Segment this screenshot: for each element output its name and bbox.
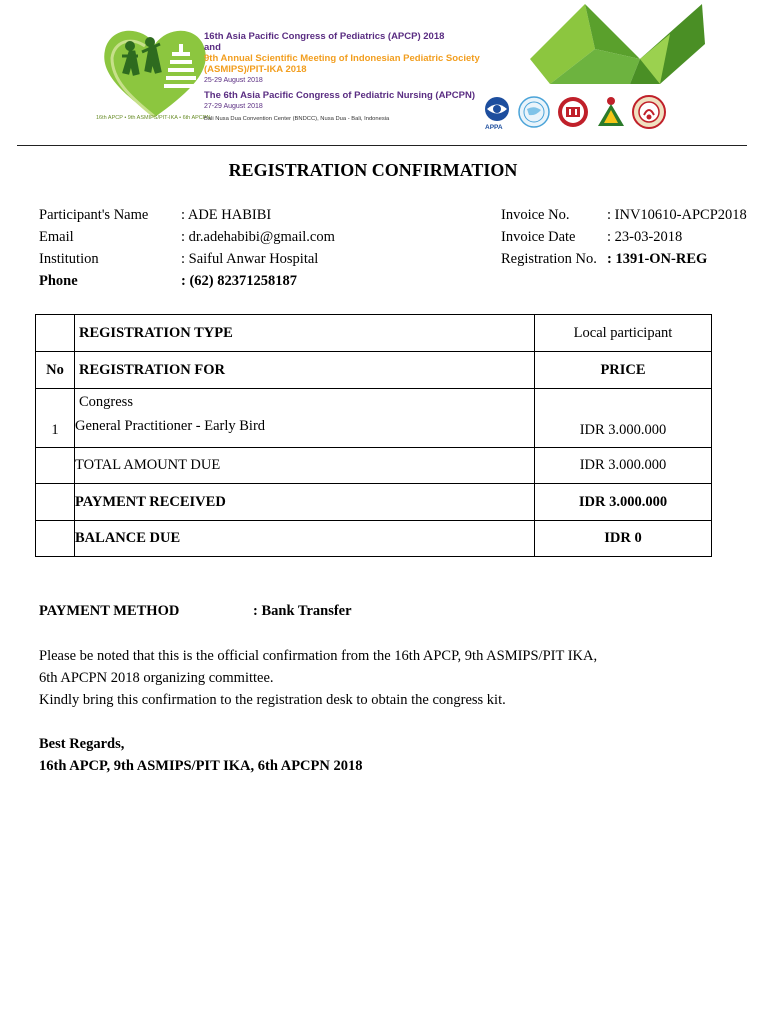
- congress-date-1: 25-29 August 2018: [204, 77, 263, 84]
- col-price-header: PRICE: [535, 352, 712, 389]
- email-row: [39, 226, 479, 248]
- payment-received-value: IDR 3.000.000: [535, 484, 712, 521]
- closing-signature: 16th APCP, 9th ASMIPS/PIT IKA, 6th APCPN 2018: [39, 758, 363, 774]
- item-description-cell: [75, 389, 535, 448]
- congress-title-apcp: 16th Asia Pacific Congress of Pediatrics (APCP) 2018: [204, 31, 445, 42]
- phone-label: Phone: [39, 273, 78, 289]
- decorative-green-shape: [530, 4, 710, 84]
- empty-cell: [36, 448, 75, 484]
- congress-and: and: [204, 42, 221, 53]
- payment-method-label: PAYMENT METHOD: [39, 603, 180, 619]
- invoice-no-row: [501, 204, 763, 226]
- payment-received-row: [36, 484, 712, 521]
- page-title: REGISTRATION CONFIRMATION: [228, 160, 518, 180]
- header-banner: [0, 0, 768, 145]
- empty-cell: [36, 484, 75, 521]
- nursing-emblem-icon: [596, 96, 626, 128]
- empty-cell: [36, 521, 75, 557]
- item-no: 1: [36, 389, 75, 448]
- registration-no-row: [501, 248, 763, 270]
- invoice-date-row: [501, 226, 763, 248]
- payment-method: [39, 600, 439, 622]
- note-line-3: Kindly bring this confirmation to the registration desk to obtain the congress kit.: [39, 692, 506, 708]
- society-emblem-icon: [632, 95, 666, 129]
- registration-type-label: REGISTRATION TYPE: [75, 315, 535, 352]
- invoice-info: [501, 204, 763, 270]
- total-value: IDR 3.000.000: [535, 448, 712, 484]
- invoice-date-value: : 23-03-2018: [607, 229, 683, 245]
- logo-caption: 16th APCP • 9th ASMIPS/PIT-IKA • 6th APCPN: [96, 115, 211, 121]
- registration-no-label: Registration No.: [501, 251, 597, 267]
- balance-label: BALANCE DUE: [75, 521, 535, 557]
- invoice-date-label: Invoice Date: [501, 229, 576, 245]
- item-category: Congress: [79, 394, 133, 410]
- registration-type-row: [36, 315, 712, 352]
- item-description: General Practitioner - Early Bird: [75, 418, 266, 434]
- congress-logo: [100, 22, 210, 122]
- congress-title-asmips: 9th Annual Scientific Meeting of Indonesian Pediatric Society: [204, 53, 480, 64]
- empty-cell: [36, 315, 75, 352]
- email-label: Email: [39, 229, 74, 245]
- congress-date-2: 27-29 August 2018: [204, 103, 263, 110]
- congress-title-apcpn: The 6th Asia Pacific Congress of Pediatric Nursing (APCPN): [204, 90, 475, 101]
- closing: [39, 733, 739, 777]
- institution-value: : Saiful Anwar Hospital: [181, 251, 319, 267]
- item-price: IDR 3.000.000: [535, 389, 712, 448]
- table-row: [36, 389, 712, 448]
- invoice-no-value: : INV10610-APCP2018: [607, 207, 747, 223]
- phone-row: [39, 270, 479, 292]
- closing-greeting: Best Regards,: [39, 736, 125, 752]
- note-line-1: Please be noted that this is the official confirmation from the 16th APCP, 9th ASMIPS/PIT IKA,: [39, 648, 598, 664]
- col-registration-for-header: REGISTRATION FOR: [75, 352, 535, 389]
- confirmation-note: [39, 645, 739, 711]
- total-label: TOTAL AMOUNT DUE: [75, 448, 535, 484]
- participant-name-label: Participant's Name: [39, 207, 149, 223]
- institution-label: Institution: [39, 251, 99, 267]
- note-line-2: 6th APCPN 2018 organizing committee.: [39, 670, 274, 686]
- col-no-header: No: [36, 352, 75, 389]
- registration-type-value: Local participant: [535, 315, 712, 352]
- appa-label: APPA: [485, 124, 503, 131]
- congress-title-asmips-2: (ASMIPS)/PIT-IKA 2018: [204, 64, 307, 75]
- registration-no-value: : 1391-ON-REG: [607, 251, 708, 267]
- participant-name-row: [39, 204, 479, 226]
- header-divider: [17, 145, 747, 146]
- email-value: : dr.adehabibi@gmail.com: [181, 229, 335, 245]
- congress-venue: Bali Nusa Dua Convention Center (BNDCC), Nusa Dua - Bali, Indonesia: [204, 116, 390, 122]
- balance-row: [36, 521, 712, 557]
- total-row: [36, 448, 712, 484]
- apapo-globe-icon: [518, 96, 550, 128]
- idai-emblem-icon: [557, 96, 589, 128]
- appa-logo-icon: [484, 96, 510, 122]
- phone-value: : (62) 82371258187: [181, 273, 297, 289]
- payment-received-label: PAYMENT RECEIVED: [75, 484, 535, 521]
- institution-row: [39, 248, 479, 270]
- registration-table: [35, 314, 712, 557]
- payment-method-value: : Bank Transfer: [253, 603, 352, 619]
- balance-value: IDR 0: [535, 521, 712, 557]
- invoice-no-label: Invoice No.: [501, 207, 570, 223]
- participant-info: [39, 204, 479, 292]
- participant-name-value: : ADE HABIBI: [181, 207, 272, 223]
- table-header-row: [36, 352, 712, 389]
